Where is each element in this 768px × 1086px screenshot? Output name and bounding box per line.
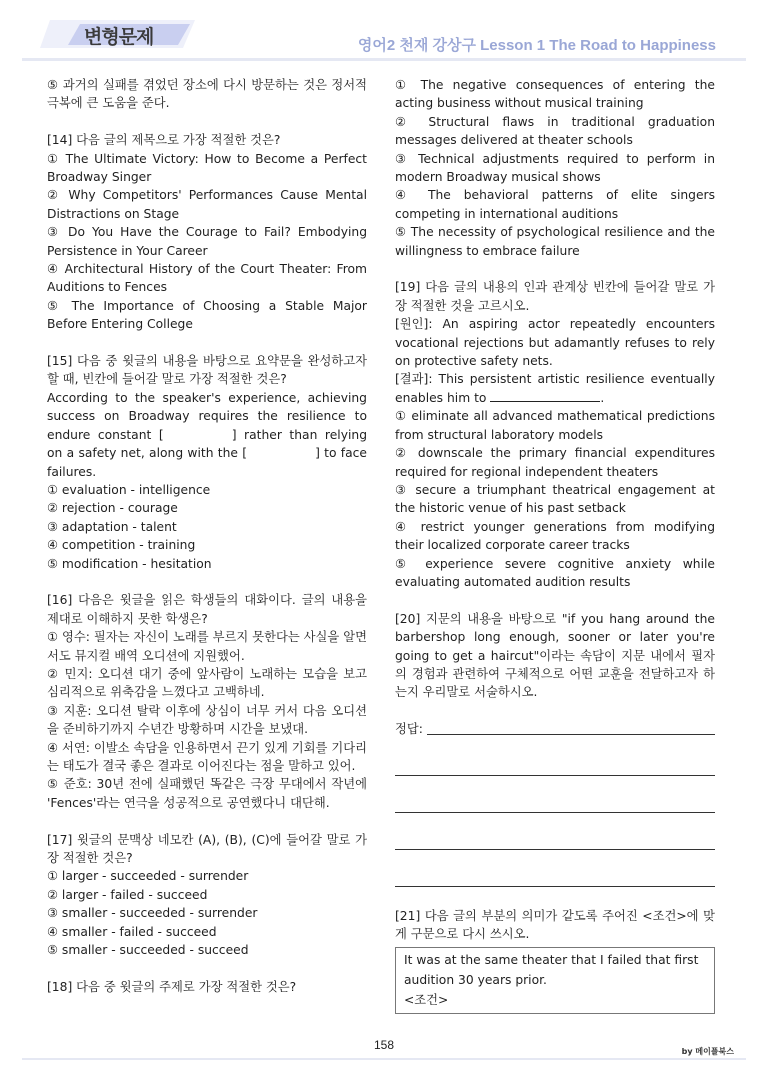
q19-option-4: ④ restrict younger generations from modifying their localized corporate career tracks <box>395 519 715 553</box>
q20-question: [20] 지문의 내용을 바탕으로 "if you hang around the barbershop long enough, sooner or later you're going to get a haircut"이라는 속담이 지문 내에서 필자의 경험과 관련하여 구체적으로 어떤 교훈을 전달하고자 하는지 우리말로 서술하시오. <box>395 611 715 700</box>
q19-option-3: ③ secure a triumphant theatrical engagement at the historic venue of his past setback <box>395 482 715 516</box>
q19-option-2: ② downscale the primary financial expenditures required for regional independent theaters <box>395 446 715 479</box>
q17-option-4: ④ smaller - failed - succeed <box>47 924 217 939</box>
q17-option-3: ③ smaller - succeeded - surrender <box>47 906 258 921</box>
q18-option-5: ⑤ The necessity of psychological resilience and the willingness to embrace failure <box>395 225 715 258</box>
q18-option-1: ① The negative consequences of entering the acting business without musical training <box>395 78 715 111</box>
q17-option-2: ② larger - failed - succeed <box>47 887 208 902</box>
q19-effect-prefix: [결과]: This persistent artistic resilience eventually enables him to <box>395 372 715 405</box>
q21-box-condition: <조건> <box>404 993 449 1008</box>
q14-question: [14] 다음 글의 제목으로 가장 적절한 것은? <box>47 133 281 148</box>
q14-option-5: ⑤ The Importance of Choosing a Stable Major Before Entering College <box>47 298 367 332</box>
q15-question: [15] 다음 중 윗글의 내용을 바탕으로 요약문을 완성하고자 할 때, 빈칸에 들어갈 말로 가장 적절한 것은? <box>47 354 367 387</box>
q17-option-5: ⑤ smaller - succeeded - succeed <box>47 943 249 958</box>
q17-option-1: ① larger - succeeded - surrender <box>47 869 249 884</box>
q18-option-4: ④ The behavioral patterns of elite singers competing in international auditions <box>395 188 715 221</box>
q21-condition-box <box>395 947 715 1014</box>
q15-option-3: ③ adaptation - talent <box>47 519 177 534</box>
q14-option-2: ② Why Competitors' Performances Cause Mental Distractions on Stage <box>47 188 367 221</box>
page-header <box>0 0 768 64</box>
q16-question: [16] 다음은 윗글을 읽은 학생들의 대화이다. 글의 내용을 제대로 이해하지 못한 학생은? <box>47 593 367 626</box>
q20-answer-label: 정답: <box>395 722 423 737</box>
q18-option-2: ② Structural flaws in traditional graduation messages delivered at theater schools <box>395 114 715 148</box>
q18-option-3: ③ Technical adjustments required to perform in modern Broadway musical shows <box>395 151 715 185</box>
header-title: 영어2 천재 강상구 Lesson 1 The Road to Happiness <box>357 37 716 54</box>
footer-divider <box>22 1058 746 1060</box>
q14-option-1: ① The Ultimate Victory: How to Become a Perfect Broadway Singer <box>47 151 367 185</box>
q15-option-1: ① evaluation - intelligence <box>47 482 211 497</box>
q15-summary-b: ] rather than relying on a safety net, along with the [ <box>47 427 367 461</box>
q15-option-5: ⑤ modification - hesitation <box>47 556 212 571</box>
q19-option-1: ① eliminate all advanced mathematical predictions from structural laboratory models <box>395 409 715 442</box>
q17-question: [17] 윗글의 문맥상 네모칸 (A), (B), (C)에 들어갈 말로 가장 적절한 것은? <box>47 832 367 865</box>
q16-option-1: ① 영수: 필자는 자신이 노래를 부르지 못한다는 사실을 알면서도 뮤지컬 배역 오디션에 지원했어. <box>47 630 367 663</box>
q19-question: [19] 다음 글의 내용의 인과 관계상 빈칸에 들어갈 말로 가장 적절한 것을 고르시오. <box>395 280 715 313</box>
q19-option-5: ⑤ experience severe cognitive anxiety while evaluating automated audition results <box>395 556 715 589</box>
q16-option-3: ③ 지훈: 오디션 탈락 이후에 상심이 너무 커서 다음 오디션을 준비하기까지 수년간 방황하며 시간을 보냈대. <box>47 703 367 737</box>
q20-answer-row[interactable] <box>395 720 715 738</box>
q20-answer-line-1[interactable] <box>427 734 715 735</box>
q19-effect-suffix: . <box>600 390 605 405</box>
q15-option-4: ④ competition - training <box>47 538 196 553</box>
q21-question: [21] 다음 글의 부분의 의미가 같도록 주어진 <조건>에 맞게 구문으로 다시 쓰시오. <box>395 908 715 941</box>
header-divider <box>22 58 746 61</box>
q19-blank <box>490 390 600 402</box>
right-column <box>395 76 715 1014</box>
left-column <box>47 76 367 996</box>
q19-effect <box>395 370 715 407</box>
q15-option-2: ② rejection - courage <box>47 501 178 516</box>
section-badge <box>40 18 195 50</box>
q14-option-4: ④ Architectural History of the Court Theater: From Auditions to Fences <box>47 262 367 295</box>
q18-question: [18] 다음 중 윗글의 주제로 가장 적절한 것은? <box>47 979 297 994</box>
q15-summary <box>47 389 367 481</box>
publisher-brand: by 메이플북스 <box>681 1047 734 1056</box>
q16-option-5: ⑤ 준호: 30년 전에 실패했던 똑같은 극장 무대에서 작년에 'Fences'라는 연극을 성공적으로 공연했다니 대단해. <box>47 777 367 810</box>
q14-option-3: ③ Do You Have the Courage to Fail? Embodying Persistence in Your Career <box>47 225 367 258</box>
q15-summary-a: According to the speaker's experience, achieving success on Broadway requires the resilience to endure constant [ <box>47 390 367 442</box>
q16-option-4: ④ 서연: 이발소 속담을 인용하면서 끈기 있게 기회를 기다리는 태도가 결국 좋은 결과로 이어진다는 점을 말하고 있어. <box>47 740 367 773</box>
q16-option-2: ② 민지: 오디션 대기 중에 앞사람이 노래하는 모습을 보고 심리적으로 위축감을 느꼈다고 고백하네. <box>47 666 367 700</box>
q21-box-text: It was at the same theater that I failed that first audition 30 years prior. <box>404 953 699 988</box>
page-number: 158 <box>373 1038 395 1052</box>
badge-label: 변형문제 <box>84 26 154 48</box>
intro-option: ⑤ 과거의 실패를 겪었던 장소에 다시 방문하는 것은 정서적 극복에 큰 도움을 준다. <box>47 78 367 111</box>
q19-cause: [원인]: An aspiring actor repeatedly encounters vocational rejections but adamantly refuses to rely on protective safety nets. <box>395 317 715 369</box>
q15-summary-c: ] to face failures. <box>47 446 367 479</box>
